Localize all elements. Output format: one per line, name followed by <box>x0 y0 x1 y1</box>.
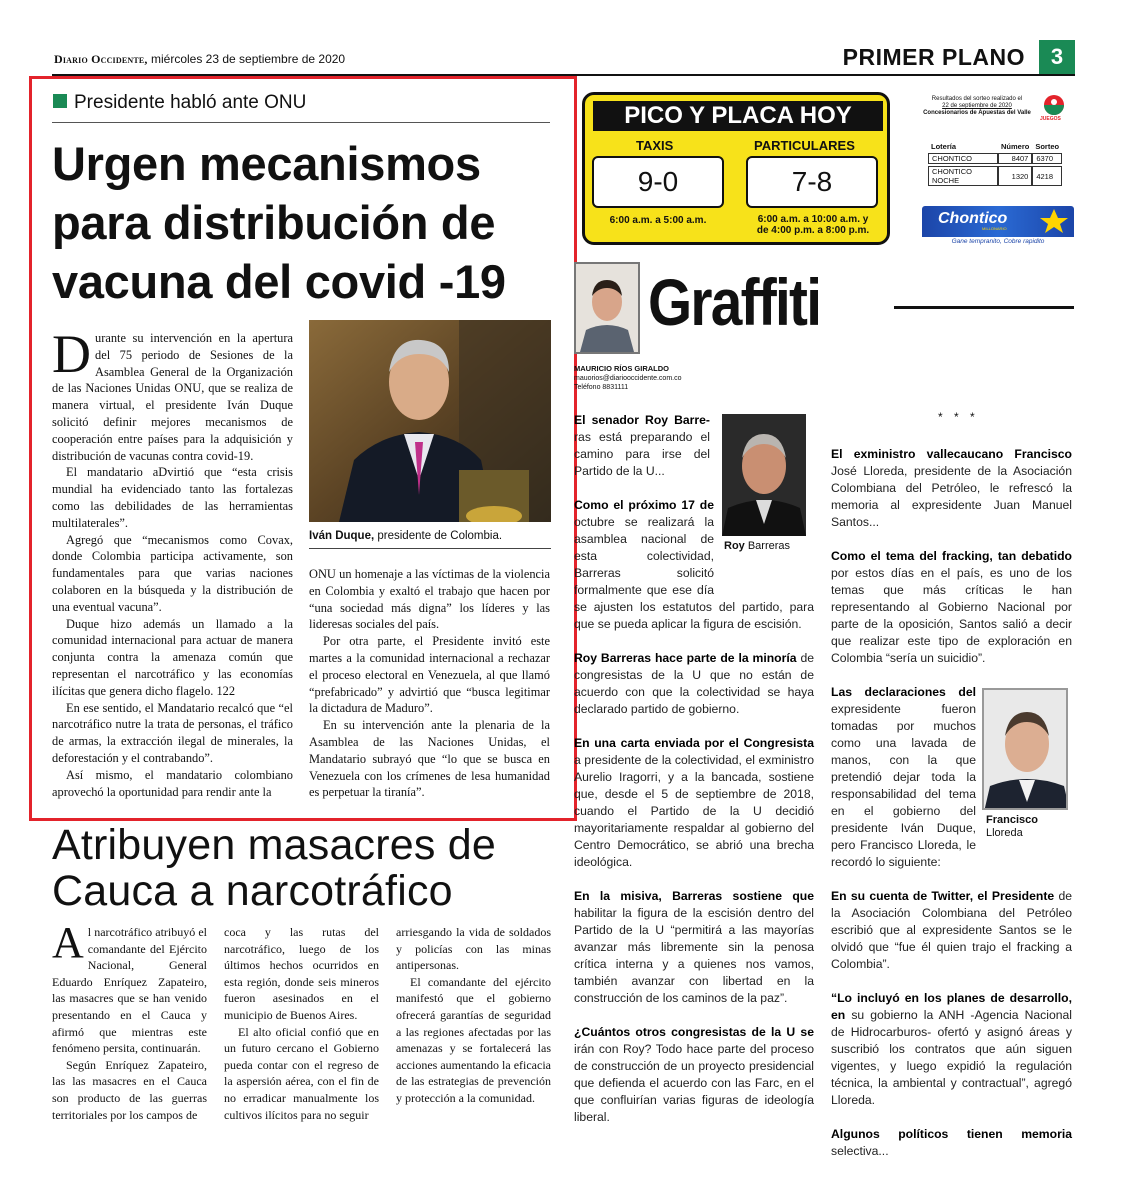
page-number: 3 <box>1039 40 1075 74</box>
issue-date: miércoles 23 de septiembre de 2020 <box>150 52 346 66</box>
taxis-hours: 6:00 a.m. a 5:00 a.m. <box>609 215 707 226</box>
graffiti-item: En una carta enviada por el Congresista a presidente de la colectividad, el exministro Aurelio Iragorri, y a la bancada, sostiene que, desde el 5 de septiembre de 2018, cuando el Partido de la U decidió mayoritariamente respaldar al gobierno del Centro Democrático, se abrió una brecha ideológica. <box>574 736 814 869</box>
chontico-banner: Chontico MILLONARIO Gane tempranito, Cobre rapidito <box>922 206 1074 246</box>
graffiti-column-b <box>831 446 1072 1177</box>
lead-headline: Urgen mecanismos para distribución de vacuna del covid -19 <box>52 137 506 308</box>
roy-caption: Roy Barreras <box>724 540 791 552</box>
particulares-value: 7-8 <box>746 156 878 208</box>
lottery-col-header: Número <box>1001 142 1030 151</box>
section-title: PRIMER PLANO <box>842 44 1025 70</box>
graffiti-item: Roy Barreras hace parte de la minoría de congresistas de la U que no están de acuerdo con que la colectividad se haya declarado partido de gobierno. <box>574 651 814 716</box>
star-icon <box>1038 208 1070 234</box>
lead-paragraph: Durante su intervención en la apertura del 75 periodo de Sesiones de la Asamblea General de la Organización de las Naciones Unidas ONU, que se realiza de manera virtual, el presidente Iván Duque solicitó definir mejores mecanismos de cooperación entre países para la adquisición y distribución de vacunas contra covid-19. <box>52 324 293 463</box>
author-photo <box>574 262 640 354</box>
lottery-row: CHONTICO NOCHE 1320 4218 <box>928 166 1062 186</box>
lead-column-2 <box>309 566 550 801</box>
kicker-square-icon <box>53 94 67 108</box>
newspaper-name: Diario Occidente, <box>54 52 148 66</box>
graffiti-item: Las declaraciones del expresidente fueron tomadas por muchos como una lavada de manos, con la que pretendió dejar toda la responsabilidad del tema en el gobierno del presidente Iván Duque, pero Francisco Lloreda, le recordó lo siguiente: <box>831 685 976 869</box>
graffiti-item: El exministro vallecaucano Francisco José Lloreda, presidente de la Asociación Colombiana del Petróleo, le refrescó la memoria al expresidente Juan Manuel Santos... <box>831 447 1072 529</box>
graffiti-item: Como el próximo 17 de octubre se realizará la asamblea nacional de esta colectividad, Barreras solicitó formalmente que ese día se ajusten los estatutos del partido, para que se pueda aplicar la figura de escisión. <box>574 498 814 631</box>
lead-paragraph: Duque hizo además un llamado a la comunidad internacional para actuar de manera conjunta contra la amenaza común que representan el narcotráfico y las economías ilícitas que genera dicho flagelo. 122 <box>52 616 293 698</box>
pico-placa-title: PICO Y PLACA HOY <box>593 101 883 131</box>
taxis-value: 9-0 <box>592 156 724 208</box>
second-paragraph: El alto oficial confió que en un futuro cercano el Gobierno pueda contar con el regreso de la aspersión aérea, con el fin de no erradicar manualmente los cultivos ilícitos para no seguir <box>224 1024 379 1122</box>
lead-paragraph: Así mismo, el mandatario colombiano aprovechó la oportunidad para rendir ante la <box>52 767 293 799</box>
second-column-3 <box>396 924 551 1107</box>
drop-cap: A <box>52 918 84 967</box>
lottery-table <box>928 140 1062 188</box>
lottery-row: CHONTICO 8407 6370 <box>928 153 1062 164</box>
lead-column-1 <box>52 324 293 800</box>
graffiti-item: Como el tema del fracking, tan debatido por estos días en el país, es uno de los temas que más críticas le han representando al Gobierno Nacional por parte de la oposición, Santos salió a decir que realizar este tipo de exploración en Colombia “sería un suicidio”. <box>831 549 1072 665</box>
second-headline: Atribuyen masacres de Cauca a narcotráfico <box>52 821 496 915</box>
drop-cap: D <box>52 324 91 384</box>
lead-paragraph: Agregó que “mecanismos como Covax, donde Colombia participa activamente, son fundamentales para que varias naciones colaboren en la búsqueda y la distribución de una eventual vacuna”. <box>52 532 293 614</box>
separator-stars: * * * <box>938 410 979 424</box>
second-paragraph: Según Enríquez Zapateiro, las las masacres en el Cauca son producto de las guerras territoriales por los campos de <box>52 1057 207 1122</box>
lead-paragraph: En ese sentido, el Mandatario recalcó que “el narcotráfico nutre la trata de personas, el tráfico de armas, la extracción ilegal de minerales, la deforestación y el contrabando”. <box>52 700 293 765</box>
second-paragraph: coca y las rutas del narcotráfico, luego de los últimos hechos ocurridos en esta región, donde seis mineros fueron asesinados en el municipio de Buenos Aires. <box>224 925 379 1022</box>
second-paragraph: Al narcotráfico atribuyó el comandante del Ejército Nacional, General Eduardo Enríquez Zapateiro, las masacres que se han venido presentando en el Cauca y afirmó que mientras este fenómeno persita, continuarán. <box>52 918 207 1056</box>
graffiti-rule <box>894 306 1074 309</box>
caption-rule <box>309 548 551 549</box>
lottery-col-header: Lotería <box>931 142 957 151</box>
graffiti-item: ¿Cuántos otros congresistas de la U se irán con Roy? Todo hace parte del proceso de construcción de un proyecto presidencial que defienda el acuerdo con las Farc, en el que confluirían varias figuras de ideología liberal. <box>574 1025 814 1124</box>
second-column-2 <box>224 924 379 1123</box>
taxis-label: TAXIS <box>636 138 674 153</box>
graffiti-item: El senador Roy Barre- ras está preparando el camino para irse del Partido de la U... <box>574 413 710 478</box>
lottery-intro: Resultados del sorteo realizado el 22 de septiembre de 2020 Concesionarios de Apuestas del Valle <box>923 96 1031 116</box>
article-kicker <box>53 92 306 114</box>
page-header-left <box>54 52 345 67</box>
graffiti-title: Graffiti <box>648 265 821 339</box>
lead-paragraph: Por otra parte, el Presidente invitó este martes a la comunidad internacional a rechazar el proceso electoral en Venezuela, al que llamó “prefabricado” y advirtió que “busca legitimar la dictadura de Maduro”. <box>309 634 550 716</box>
graffiti-item: Algunos políticos tienen memoria selectiva... <box>831 1127 1072 1158</box>
second-paragraph: arriesgando la vida de soldados y policías con las minas antipersonas. <box>396 925 551 973</box>
kicker-rule <box>52 122 550 123</box>
second-column-1 <box>52 918 207 1123</box>
lead-paragraph: El mandatario aDvirtió que “esta crisis mundial ha evidenciado tanto las fortalezas como las debilidades de las herramientas multilaterales”. <box>52 465 293 530</box>
graffiti-item: En la misiva, Barreras sostiene que habilitar la figura de la escisión dentro del Partido de la U “permitirá a las mayorías avanzar más libremente sin la penosa crítica interna y a quienes nos vamos, también avanzar con libertad en la construcción de los caminos de la paz”. <box>574 889 814 1005</box>
particulares-hours: 6:00 a.m. a 10:00 a.m. y de 4:00 p.m. a 8:00 p.m. <box>756 214 870 236</box>
graffiti-item: “Lo incluyó en los planes de desarrollo, en su gobierno la ANH -Agencia Nacional de Hidrocarburos- ofertó y asignó áreas y suscribió los contratos que aún siguen vigentes, y luego expidió la regulación técnica, la ambiental y contractual”, agregó Lloreda. <box>831 991 1073 1107</box>
graffiti-item: En su cuenta de Twitter, el Presidente de la Asociación Colombiana del Petróleo escribió que al expresidente Santos se le olvidó que “fue él quien trajo el fracking a Colombia”. <box>831 889 1073 971</box>
photo-caption: Iván Duque, presidente de Colombia. <box>309 530 503 542</box>
particulares-label: PARTICULARES <box>754 138 855 153</box>
author-info: MAURICIO RÍOS GIRALDO mauorios@diariooccidente.com.co Teléfono 8831111 <box>574 364 682 391</box>
juegos-logo: JUEGOS <box>1038 94 1070 122</box>
second-paragraph: El comandante del ejército manifestó que el gobierno ofrecerá garantías de seguridad a las regiones afectadas por las amenazas y se fortalecerá las acciones aumentando la eficacia de las estrategias de prevención y protección a la comunidad. <box>396 974 551 1105</box>
lead-paragraph: ONU un homenaje a las víctimas de la violencia en Colombia y exaltó el trabajo que hacen por “una sociedad más digna” los líderes y las lideresas sociales del país. <box>309 567 550 632</box>
duque-photo <box>309 320 551 522</box>
kicker-text: Presidente habló ante ONU <box>74 92 307 113</box>
lottery-col-header: Sorteo <box>1035 142 1060 151</box>
lead-paragraph: En su intervención ante la plenaria de la Asamblea de las Naciones Unidas, el Mandatario subrayó que “lo que se busca en Venezuela con los crímenes de lesa humanidad es perpetuar la tiranía”. <box>309 718 550 800</box>
graffiti-column-a <box>574 412 814 1143</box>
francisco-caption: Francisco Lloreda <box>986 814 1038 839</box>
